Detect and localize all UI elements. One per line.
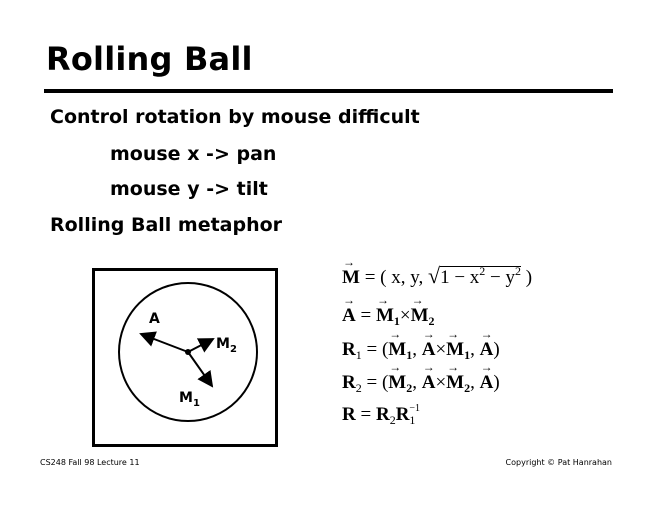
bullet-mouse-y: mouse y -> tilt xyxy=(110,178,268,200)
label-m2: $M_2$ xyxy=(216,336,237,355)
label-a: A xyxy=(149,311,160,327)
label-m1: $M_1$ xyxy=(179,390,200,409)
rolling-ball-diagram xyxy=(92,268,282,448)
diagram-frame xyxy=(94,270,277,446)
footer-course: CS248 Fall 98 Lecture 11 xyxy=(40,458,140,467)
vector-a-arrow xyxy=(141,334,188,352)
footer-copyright: Copyright © Pat Hanrahan xyxy=(505,458,612,467)
bullet-rolling-ball: Rolling Ball metaphor xyxy=(50,214,283,236)
equation-r2: $R_2$ = (→ $M_2$, → $A\times\to M_2$, → A) xyxy=(342,372,500,396)
equation-r: $R = R_2R$ −1 1 xyxy=(342,403,421,427)
slide-title: Rolling Ball xyxy=(46,40,253,78)
vector-m2-arrow xyxy=(188,339,213,352)
vector-m1-arrow xyxy=(188,352,212,386)
equation-a: → A = → $M_1\times\to M_2$ xyxy=(342,305,435,329)
bullet-control-rotation: Control rotation by mouse difficult xyxy=(50,106,420,128)
equation-m: → M = ( x, y, $√1 - x^2 - y^2$ ) xyxy=(342,263,532,289)
equation-r1: $R_1$ = (→ $M_1$, → $A\times\to M_1$, → A) xyxy=(342,339,500,363)
title-divider xyxy=(44,89,613,93)
bullet-mouse-x: mouse x -> pan xyxy=(110,143,277,165)
